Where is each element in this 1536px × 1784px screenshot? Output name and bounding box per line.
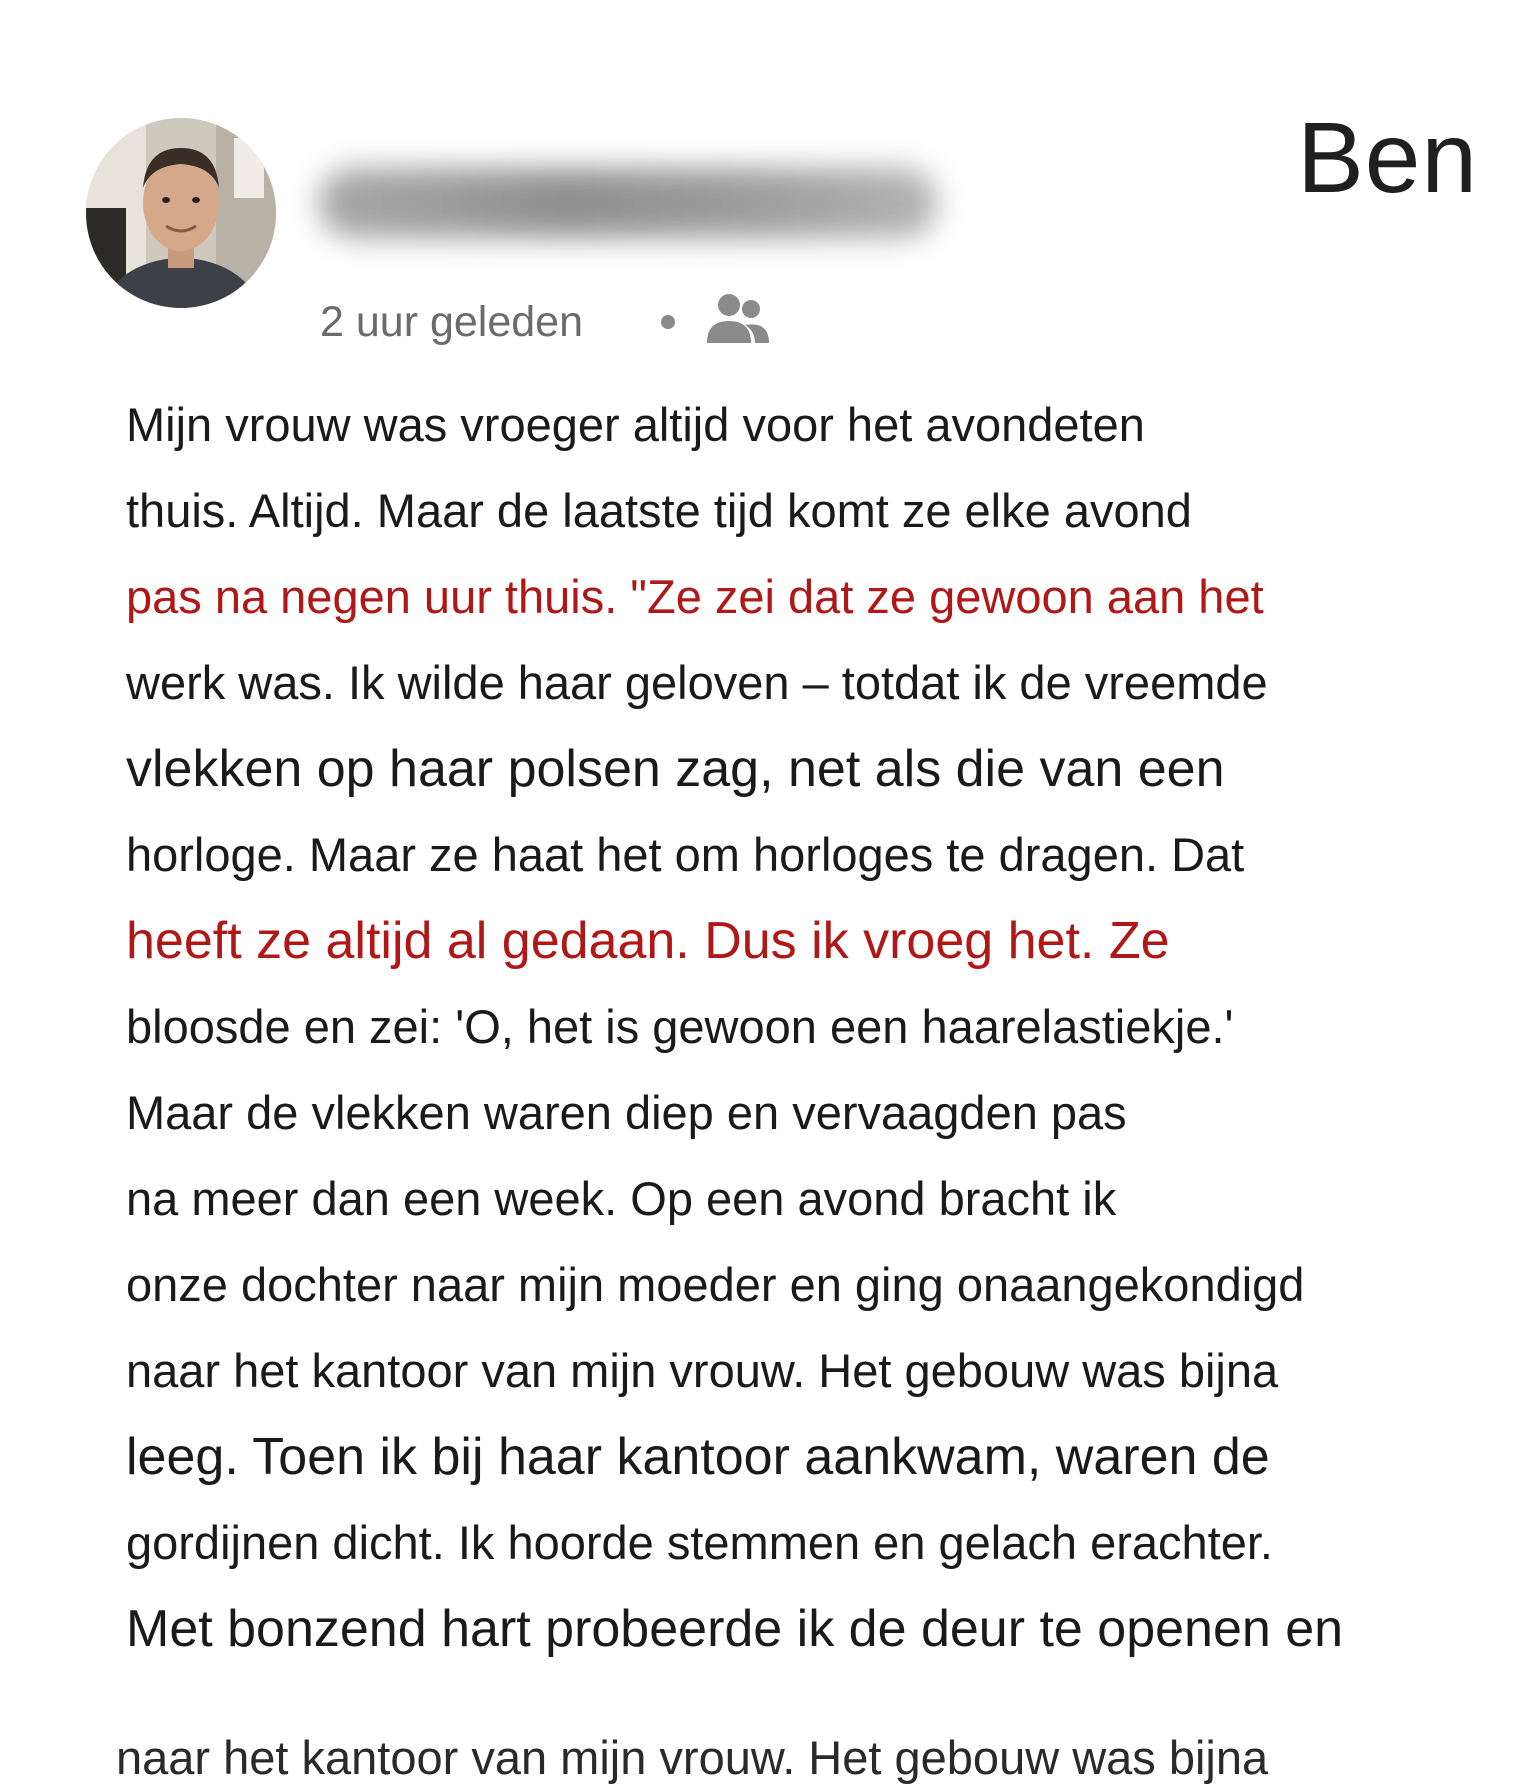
post-line: naar het kantoor van mijn vrouw. Het gebouw was bijna (126, 1344, 1279, 1397)
people-icon[interactable] (705, 289, 771, 356)
post-line: leeg. Toen ik bij haar kantoor aankwam, waren de (126, 1428, 1270, 1486)
avatar[interactable] (86, 118, 276, 308)
post-meta (320, 292, 771, 352)
post-line: thuis. Altijd. Maar de laatste tijd komt ze elke avond (126, 484, 1192, 537)
post-line: Mijn vrouw was vroeger altijd voor het avondeten (126, 398, 1145, 451)
separator-dot (661, 315, 675, 329)
corner-name: Ben (1297, 102, 1478, 214)
cut-off-line: naar het kantoor van mijn vrouw. Het gebouw was bijna (116, 1731, 1269, 1784)
post-line: gordijnen dicht. Ik hoorde stemmen en gelach erachter. (126, 1516, 1273, 1569)
post-line: Maar de vlekken waren diep en vervaagden pas (126, 1086, 1127, 1139)
blurred-username (318, 168, 938, 238)
avatar-photo (86, 118, 276, 308)
post-line-highlight: heeft ze altijd al gedaan. Dus ik vroeg het. Ze (126, 912, 1170, 970)
post-line: werk was. Ik wilde haar geloven – totdat ik de vreemde (126, 656, 1268, 709)
post-line-highlight: pas na negen uur thuis. "Ze zei dat ze gewoon aan het (126, 570, 1264, 623)
timestamp: 2 uur geleden (320, 297, 583, 346)
post-line: onze dochter naar mijn moeder en ging onaangekondigd (126, 1258, 1305, 1311)
post-line: na meer dan een week. Op een avond bracht ik (126, 1172, 1117, 1225)
post-line: Met bonzend hart probeerde ik de deur te openen en (126, 1600, 1344, 1658)
post-line: vlekken op haar polsen zag, net als die van een (126, 740, 1225, 798)
post-line: horloge. Maar ze haat het om horloges te dragen. Dat (126, 828, 1245, 881)
post-body (126, 382, 1416, 1672)
post-line: bloosde en zei: 'O, het is gewoon een haarelastiekje.' (126, 1000, 1234, 1053)
